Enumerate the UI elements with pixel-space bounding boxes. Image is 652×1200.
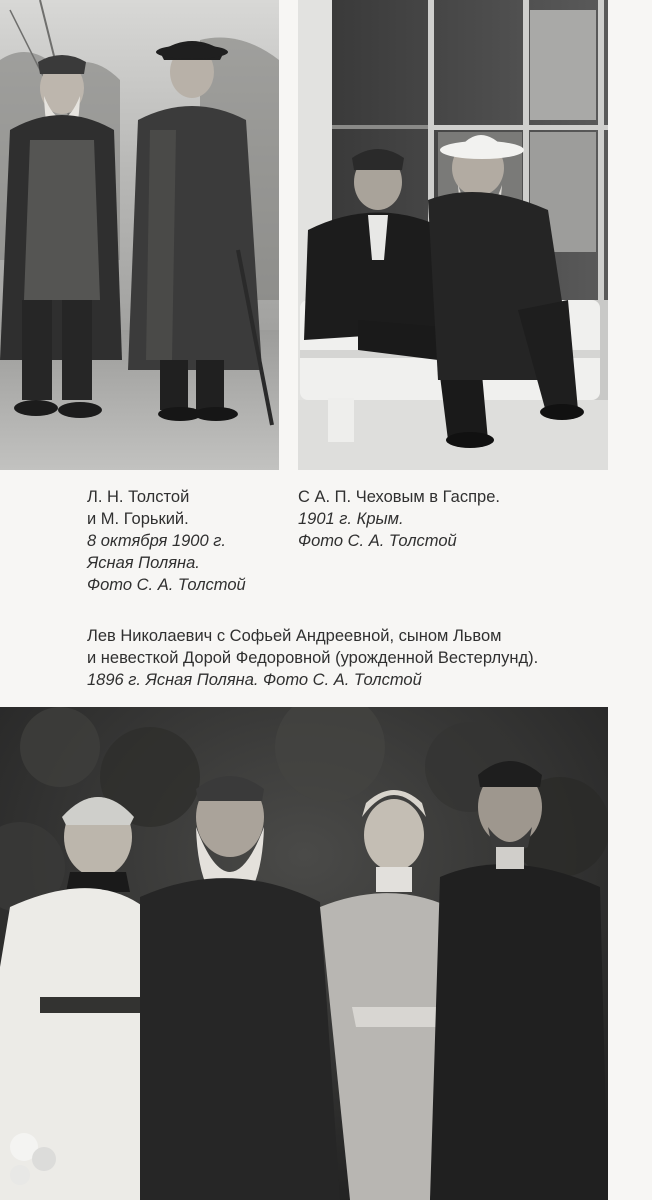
photo-with-chekhov (298, 0, 608, 470)
caption-date-place: 1901 г. Крым. (298, 510, 404, 528)
caption-family (87, 625, 538, 691)
caption-line: и М. Горький. (87, 510, 189, 528)
caption-photo-credit: Фото С. А. Толстой (298, 532, 457, 550)
photo-tolstoy-and-gorky-image (0, 0, 279, 470)
caption-date-place-credit: 1896 г. Ясная Поляна. Фото С. А. Толстой (87, 671, 422, 689)
caption-tolstoy-gorky (87, 486, 246, 596)
caption-line: Лев Николаевич с Софьей Андреевной, сыном Львом (87, 627, 502, 645)
caption-line: Л. Н. Толстой (87, 488, 190, 506)
photo-tolstoy-and-gorky (0, 0, 279, 470)
caption-date: 8 октября 1900 г. (87, 532, 226, 550)
caption-line: и невесткой Дорой Федоровной (урожденной Вестерлунд). (87, 649, 539, 667)
caption-line: С А. П. Чеховым в Гаспре. (298, 488, 500, 506)
caption-photo-credit: Фото С. А. Толстой (87, 576, 246, 594)
photo-with-chekhov-image (298, 0, 608, 470)
photo-family-group-image (0, 707, 608, 1200)
caption-place: Ясная Поляна. (87, 554, 200, 572)
photo-family-group (0, 707, 608, 1200)
caption-chekhov (298, 486, 500, 552)
